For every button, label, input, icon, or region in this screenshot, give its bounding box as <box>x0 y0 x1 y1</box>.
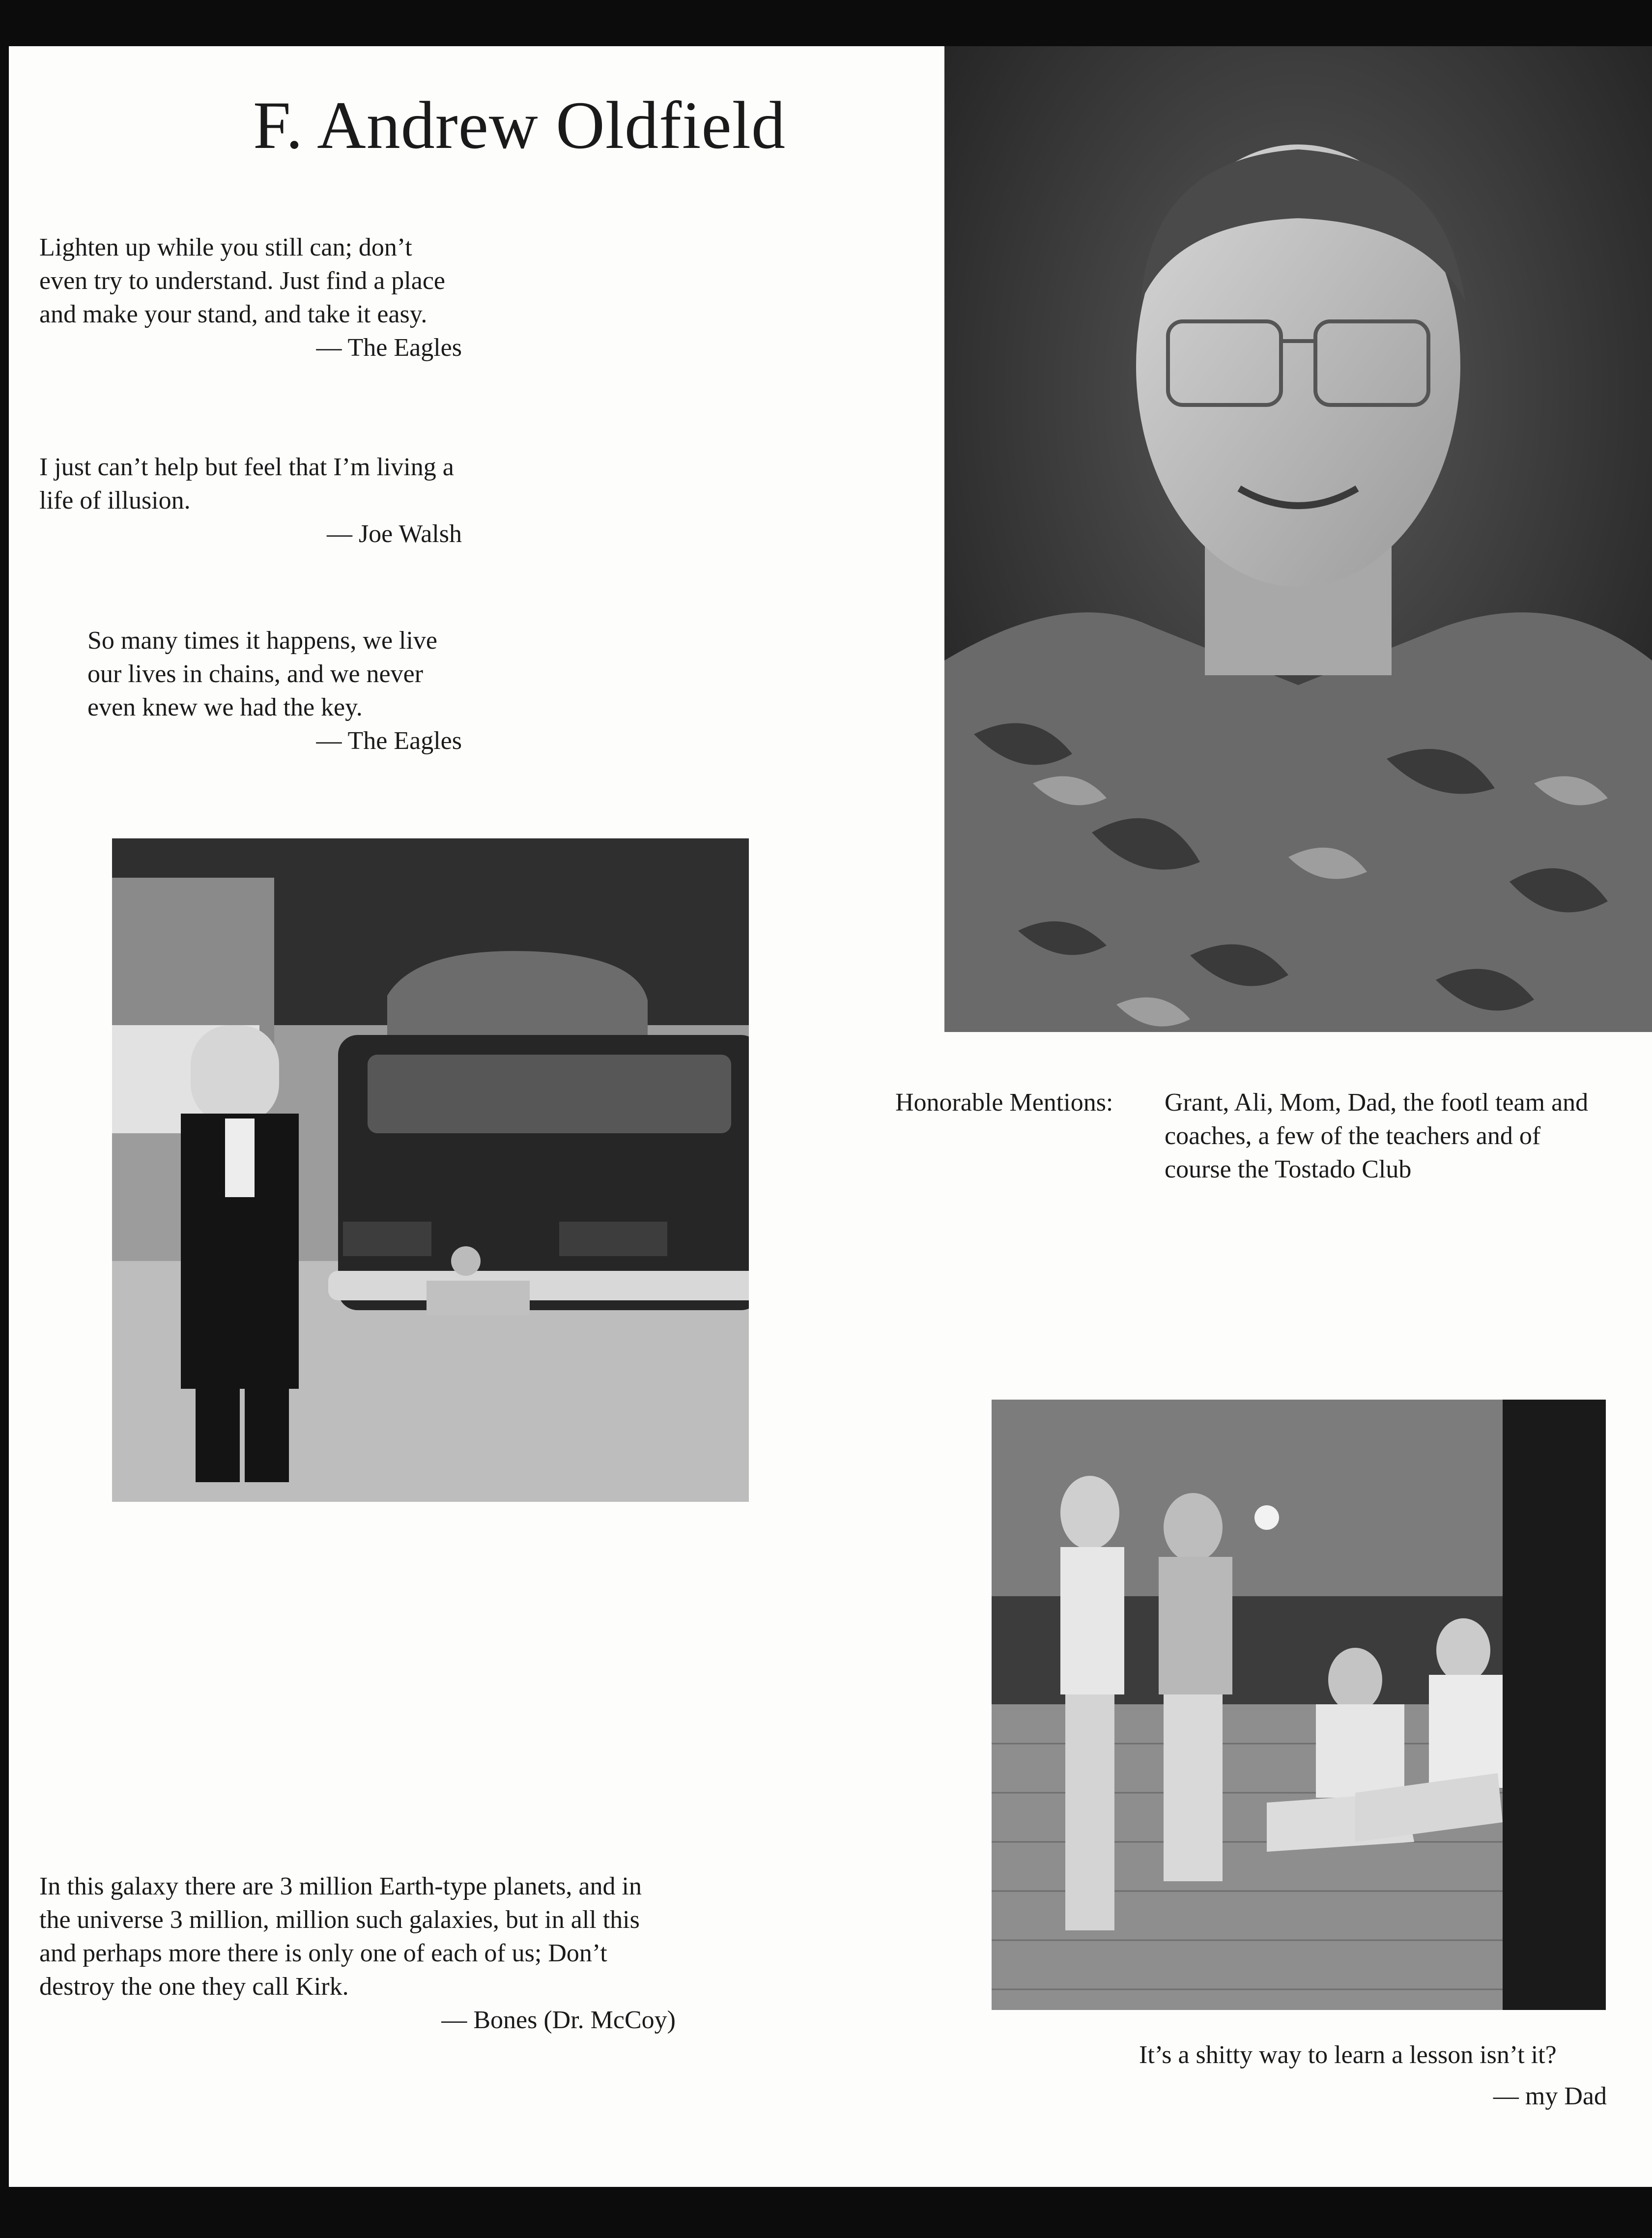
quote-attribution: — my Dad <box>1493 2082 1607 2110</box>
page-title: F. Andrew Oldfield <box>253 87 786 163</box>
quote-text: Lighten up while you still can; don’t even try to understand. Just find a place and make your stand, and take it easy. <box>39 233 445 328</box>
quote-eagles-chains <box>87 624 462 758</box>
honorable-mentions-label: Honorable Mentions: <box>895 1089 1113 1117</box>
quote-attribution: — Bones (Dr. McCoy) <box>441 2006 676 2034</box>
quote-bones-mccoy <box>39 1870 676 2037</box>
honorable-mentions-text: Grant, Ali, Mom, Dad, the footl team and coaches, a few of the teachers and of course the Tostado Club <box>1165 1089 1589 1183</box>
portrait-photo <box>944 46 1652 1032</box>
quote-text: I just can’t help but feel that I’m living a life of illusion. <box>39 453 454 515</box>
group-photo <box>992 1400 1606 2010</box>
scan-border <box>0 2187 1652 2238</box>
quote-joe-walsh <box>39 451 462 551</box>
car-photo <box>112 838 749 1502</box>
quote-text: In this galaxy there are 3 million Earth-type planets, and in the universe 3 million, million such galaxies, but in all this and perhaps more there is only one of each of us; Don’t destroy the one they call Kirk. <box>39 1872 642 2001</box>
quote-my-dad <box>1139 2038 1607 2113</box>
quote-eagles-take-it-easy <box>39 231 462 365</box>
quote-attribution: — Joe Walsh <box>326 520 462 548</box>
quote-text: It’s a shitty way to learn a lesson isn’t it? <box>1139 2041 1557 2069</box>
quote-attribution: — The Eagles <box>316 334 462 362</box>
quote-text: So many times it happens, we live our lives in chains, and we never even knew we had the key. <box>87 627 438 721</box>
quote-attribution: — The Eagles <box>316 727 462 755</box>
